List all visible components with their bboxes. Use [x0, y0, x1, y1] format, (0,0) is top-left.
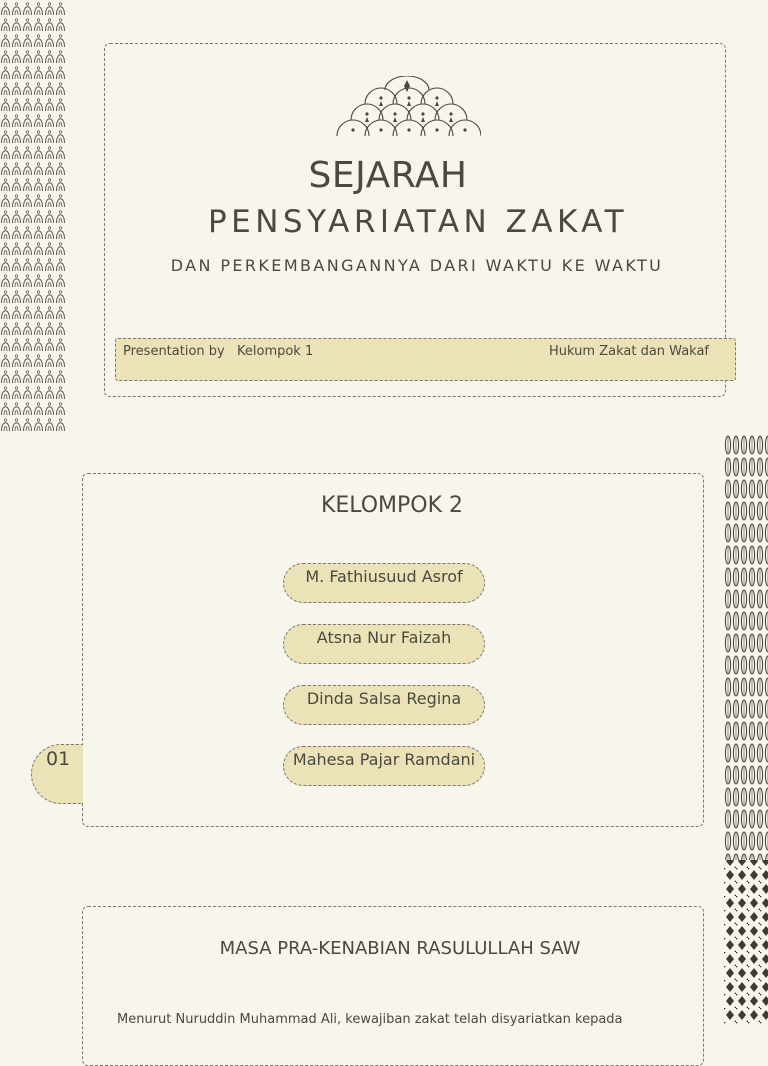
member-pill: Dinda Salsa Regina	[283, 685, 485, 725]
cover-tagline: DAN PERKEMBANGANNYA DARI WAKTU KE WAKTU	[170, 256, 664, 275]
section-title: MASA PRA-KENABIAN RASULULLAH SAW	[219, 938, 581, 959]
member-pill: Atsna Nur Faizah	[283, 624, 485, 664]
presentation-group: Kelompok 1	[237, 344, 314, 359]
scalloped-floral-ornament-icon	[333, 76, 481, 138]
presentation-band	[115, 338, 736, 381]
batik-pattern-left	[0, 0, 67, 432]
member-pill: Mahesa Pajar Ramdani	[283, 746, 485, 786]
batik-pattern-right	[724, 434, 768, 1024]
group-title: KELOMPOK 2	[320, 493, 464, 518]
page-number-tab: 01	[31, 744, 83, 804]
presentation-label: Presentation by	[123, 344, 225, 359]
cover-subtitle: PENSYARIATAN ZAKAT	[207, 204, 629, 240]
course-name: Hukum Zakat dan Wakaf	[549, 344, 709, 359]
section-card	[82, 906, 704, 1066]
member-pill: M. Fathiusuud Asrof	[283, 563, 485, 603]
section-body-text: Menurut Nuruddin Muhammad Ali, kewajiban zakat telah disyariatkan kepada	[117, 1012, 623, 1027]
cover-title: SEJARAH	[308, 155, 468, 196]
